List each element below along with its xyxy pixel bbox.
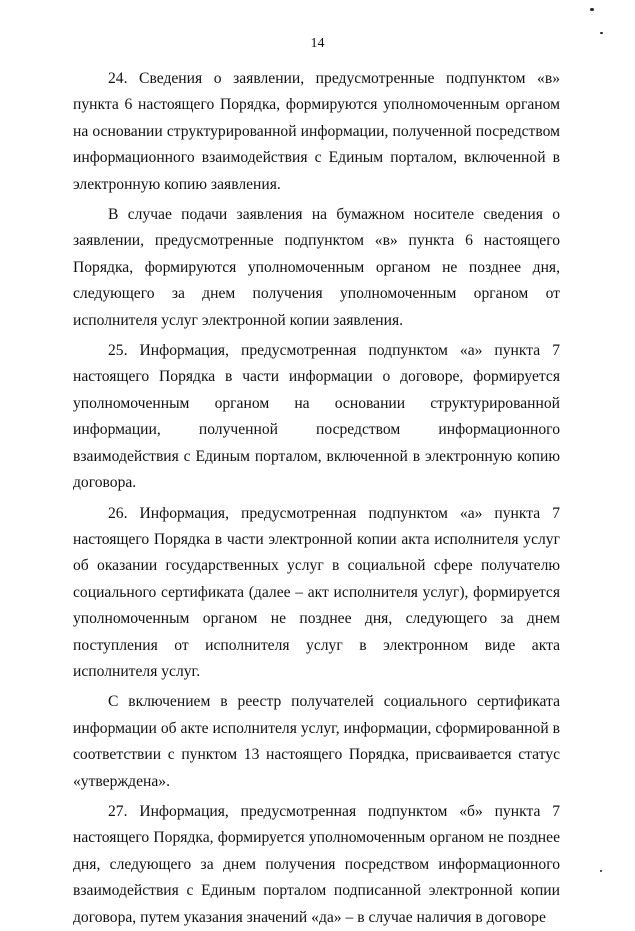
scan-speck — [590, 8, 594, 11]
paragraph-status-approved: С включением в реестр получателей социального сертификата информации об акте исполнителя услуг, информации, сформированной в соответствии с пунктом 13 настоящего Порядка, присваивается статус «утверждена». — [73, 693, 560, 790]
document-body — [73, 66, 560, 931]
page-number: 14 — [310, 36, 325, 51]
scan-speck — [600, 32, 603, 34]
paragraph-paper-application: В случае подачи заявления на бумажном носителе сведения о заявлении, предусмотренные подпунктом «в» пункта 6 настоящего Порядка, формируются уполномоченным органом не позднее дня, следующего за днем получения уполномоченным органом от исполнителя услуг электронной копии заявления. — [73, 206, 560, 329]
paragraph-25: 25. Информация, предусмотренная подпунктом «а» пункта 7 настоящего Порядка в части информации о договоре, формируется уполномоченным органом на основании структурированной информации, полученной посредством информационного взаимодействия с Единым порталом, включенной в электронную копию договора. — [73, 342, 560, 492]
paragraph-26: 26. Информация, предусмотренная подпунктом «а» пункта 7 настоящего Порядка в части электронной копии акта исполнителя услуг об оказании государственных услуг в социальной сфере получателю социального сертификата (далее – акт исполнителя услуг), формируется уполномоченным органом не позднее дня, следующего за днем поступления от исполнителя услуг в электронном виде акта исполнителя услуг. — [73, 504, 560, 680]
paragraph-24: 24. Сведения о заявлении, предусмотренные подпунктом «в» пункта 6 настоящего Порядка, формируются уполномоченным органом на основании структурированной информации, полученной посредством информационного взаимодействия с Единым порталом, включенной в электронную копию заявления. — [73, 70, 560, 193]
paragraph-27: 27. Информация, предусмотренная подпунктом «б» пункта 7 настоящего Порядка, формируется уполномоченным органом не позднее дня, следующего за днем получения посредством информационного взаимодействия с Единым порталом подписанной электронной копии договора, путем указания значений «да» – в случае наличия в договоре — [73, 802, 560, 926]
scan-speck — [600, 870, 602, 872]
